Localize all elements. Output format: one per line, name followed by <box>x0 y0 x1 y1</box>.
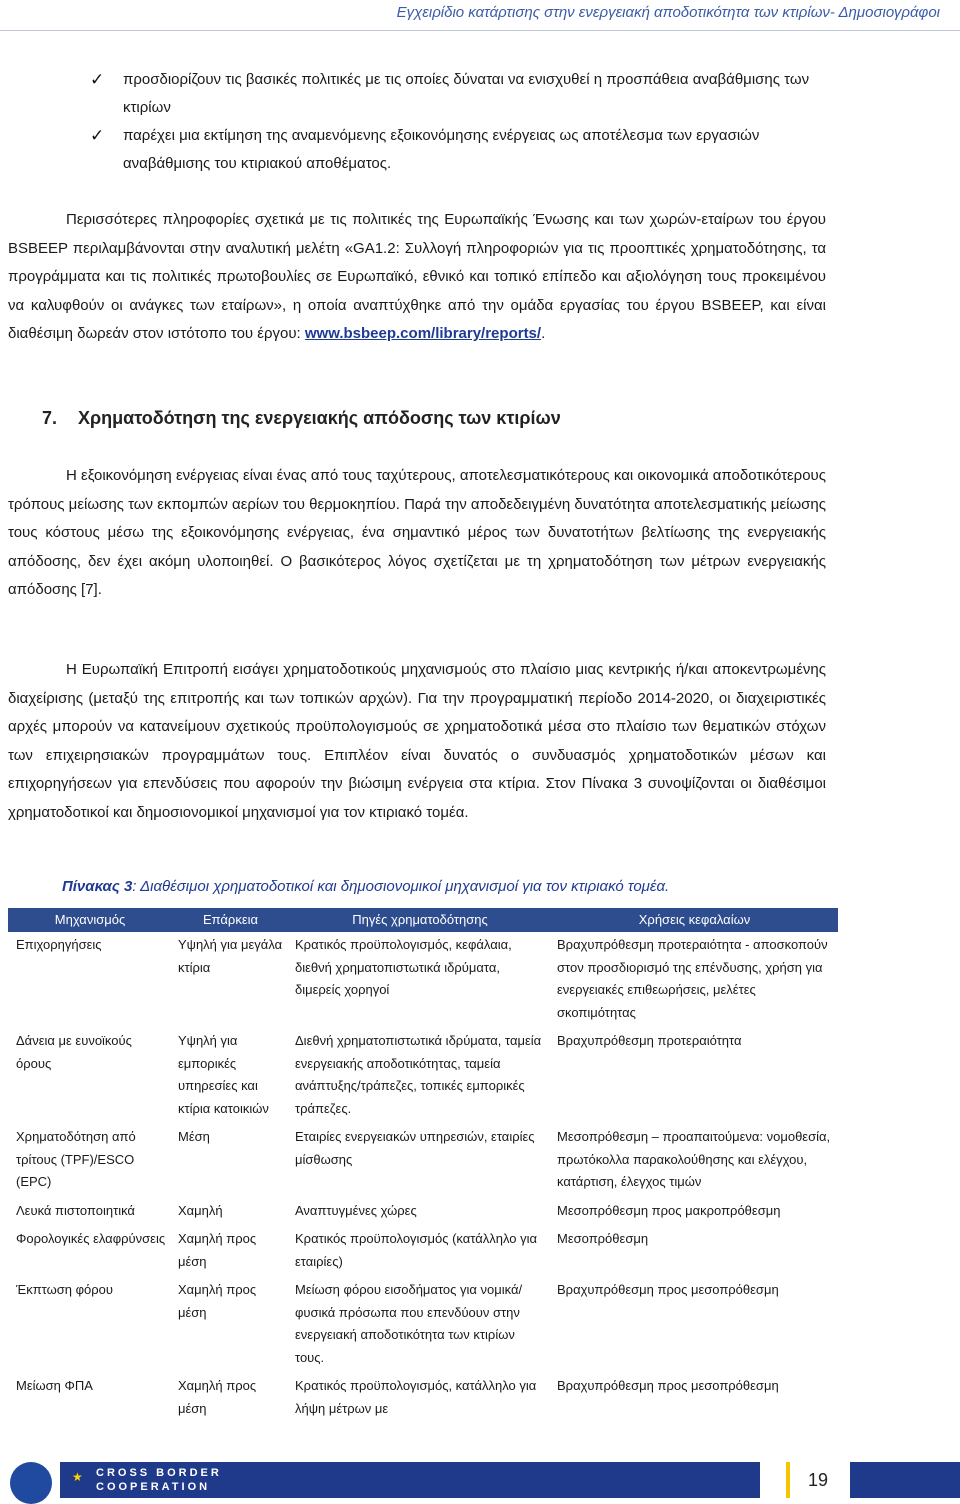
table-row <box>8 1277 838 1373</box>
section-title: Χρηματοδότηση της ενεργειακής απόδοσης των κτιρίων <box>78 408 561 428</box>
logo-line-2: COOPERATION <box>96 1481 211 1493</box>
paragraph-more-info <box>8 206 826 349</box>
cell-adequacy: Μέση <box>178 1129 210 1144</box>
table-row <box>8 1198 838 1227</box>
cell-uses: Βραχυπρόθεσμη προτεραιότητα <box>557 1033 742 1048</box>
cell-uses: Βραχυπρόθεσμη προς μεσοπρόθεσμη <box>557 1378 779 1393</box>
table-caption <box>62 878 669 895</box>
cell-uses: Βραχυπρόθεσμη προς μεσοπρόθεσμη <box>557 1282 779 1297</box>
table-row <box>8 1124 838 1198</box>
section-heading <box>42 408 561 429</box>
cell-sources: Κρατικός προϋπολογισμός (κατάλληλο για εταιρίες) <box>295 1231 537 1269</box>
eu-stars-icon: ★ <box>72 1470 85 1484</box>
cell-mechanism: Έκπτωση φόρου <box>16 1282 114 1297</box>
cell-mechanism: Λευκά πιστοποιητικά <box>16 1202 135 1218</box>
cell-sources: Διεθνή χρηματοπιστωτικά ιδρύματα, ταμεία ενεργειακής αποδοτικότητας, ταμεία ανάπτυξης/τράπεζες, τοπικές εμπορικές τράπεζες. <box>295 1033 542 1116</box>
cell-adequacy: Χαμηλή προς μέση <box>178 1231 257 1269</box>
header-adequacy: Επάρκεια <box>172 908 289 932</box>
cell-uses: Μεσοπρόθεσμη <box>557 1231 649 1246</box>
checkmark-icon: ✓ <box>90 126 105 145</box>
cell-uses: Μεσοπρόθεσμη – προαπαιτούμενα: νομοθεσία, πρωτόκολλα παρακολούθησης και ελέγχου, κατάρτιση, έλεγχος τιμών <box>557 1129 831 1189</box>
cell-mechanism: Επιχορηγήσεις <box>16 937 102 952</box>
paragraph-energy-saving: Η εξοικονόμηση ενέργειας είναι ένας από τους ταχύτερους, αποτελεσματικότερους και οικονομικά αποδοτικότερους τρόπους μείωσης των εκπομπών αερίων του θερμοκηπίου. Παρά την αποδεδειγμένη δυνατότητα αποτελεσματικής μείωσης τους κόστους μέσω της εξοικονόμησης ενέργειας, ένα σημαντικό μέρος των δυνατοτήτων βελτίωσης της ενεργειακής απόδοσης, δεν έχει ακόμη υλοποιηθεί. Ο βασικότερος λόγος σχετίζεται με τη χρηματοδότηση των μέτρων ενεργειακής απόδοσης [7]. <box>8 467 826 598</box>
caption-text: : Διαθέσιμοι χρηματοδοτικοί και δημοσιονομικοί μηχανισμοί για τον κτιριακό τομέα. <box>132 878 670 895</box>
cell-mechanism: Φορολογικές ελαφρύνσεις <box>16 1231 166 1246</box>
reports-link[interactable]: www.bsbeep.com/library/reports/ <box>304 325 542 342</box>
paragraph-eu-commission: Η Ευρωπαϊκή Επιτροπή εισάγει χρηματοδοτικούς μηχανισμούς στο πλαίσιο μιας κεντρικής ή/και αποκεντρωμένης διαχείρισης (μεταξύ της επιτροπής και των τοπικών αρχών). Για την προγραμματική περίοδο 2014-2020, οι διαχειριστικές αρχές μπορούν να κατανείμουν σχετικούς προϋπολογισμούς σε χρηματοδοτικά μέσα στο πλαίσιο των θεματικών στόχων των επιχειρησιακών προγραμμάτων τους. Επιπλέον είναι δυνατός ο συνδυασμός χρηματοδοτικών μέσων και επιχορηγήσεων για επενδύσεις που αφορούν την βιώσιμη ενέργεια στα κτίρια. Στον Πίνακα 3 συνοψίζονται οι διαθέσιμοι χρηματοδοτικοί και δημοσιονομικοί μηχανισμοί για τον κτιριακό τομέα. <box>8 661 826 821</box>
paragraph-text: Περισσότερες πληροφορίες σχετικά με τις πολιτικές της Ευρωπαϊκής Ένωσης και των χωρών-εταίρων του έργου BSBEEP περιλαμβάνονται στην αναλυτική μελέτη «GA1.2: Συλλογή πληροφοριών για τις προοπτικές χρηματοδότησης, τα προγράμματα και τις πολιτικές πρωτοβουλίες σε Ευρωπαϊκό, εθνικό και τοπικό επίπεδο και αξιολόγηση τους προκειμένου να καλυφθούν οι ανάγκες των εταίρων», η οποία αναπτύχθηκε από την ομάδα εργασίας του έργου BSBEEP, και είναι διαθέσιμη δωρεάν στον ιστότοπο του έργου: <box>8 211 826 342</box>
table-row <box>8 1028 838 1124</box>
cell-sources: Κρατικός προϋπολογισμός, κατάλληλο για λήψη μέτρων με <box>295 1378 537 1416</box>
bullet-item <box>90 66 830 122</box>
cell-uses: Μεσοπρόθεσμη προς μακροπρόθεσμη <box>557 1202 781 1218</box>
footer-right-band <box>850 1462 960 1498</box>
header-title: Εγχειρίδιο κατάρτισης στην ενεργειακή αποδοτικότητα των κτιρίων- Δημοσιογράφοι <box>396 4 940 21</box>
cell-mechanism: Μείωση ΦΠΑ <box>16 1378 93 1393</box>
table-row <box>8 932 838 1028</box>
cell-sources: Μείωση φόρου εισοδήματος για νομικά/φυσικά πρόσωπα που επενδύουν στην ενεργειακή αποδοτικότητα των κτιρίων τους. <box>295 1282 523 1365</box>
cell-adequacy: Χαμηλή προς μέση <box>178 1378 257 1416</box>
caption-label: Πίνακας 3 <box>62 878 133 895</box>
cell-adequacy: Χαμηλή <box>178 1202 223 1218</box>
footer-logo-text <box>96 1466 222 1494</box>
table-header-row <box>8 908 838 932</box>
page-number: 19 <box>807 1470 828 1490</box>
header-mechanism: Μηχανισμός <box>8 908 172 932</box>
bullet-text: παρέχει μια εκτίμηση της αναμενόμενης εξοικονόμησης ενέργειας ως αποτέλεσμα των εργασιών αναβάθμισης του κτιριακού αποθέματος. <box>123 127 760 172</box>
logo-line-1: CROSS BORDER <box>96 1467 222 1479</box>
program-logo-icon <box>10 1462 52 1504</box>
cell-mechanism: Χρηματοδότηση από τρίτους (TPF)/ESCO (EPC) <box>16 1129 136 1189</box>
bullet-list <box>90 66 830 178</box>
cell-mechanism: Δάνεια με ευνοϊκούς όρους <box>16 1033 132 1071</box>
section-number: 7. <box>42 408 58 428</box>
cell-adequacy: Υψηλή για εμπορικές υπηρεσίες και κτίρια κατοικιών <box>178 1033 269 1116</box>
checkmark-icon: ✓ <box>90 70 105 89</box>
paragraph-end: . <box>541 325 546 342</box>
funding-table <box>8 908 838 1424</box>
cell-sources: Εταιρίες ενεργειακών υπηρεσιών, εταιρίες μίσθωσης <box>295 1129 535 1167</box>
cell-adequacy: Χαμηλή προς μέση <box>178 1282 257 1320</box>
footer-band <box>60 1462 760 1498</box>
header-uses: Χρήσεις κεφαλαίων <box>551 908 838 932</box>
table-row <box>8 1226 838 1277</box>
bullet-text: προσδιορίζουν τις βασικές πολιτικές με τις οποίες δύναται να ενισχυθεί η προσπάθεια αναβάθμισης των κτιρίων <box>123 71 810 116</box>
cell-sources: Κρατικός προϋπολογισμός, κεφάλαια, διεθνή χρηματοπιστωτικά ιδρύματα, διμερείς χορηγοί <box>295 937 512 997</box>
bullet-item <box>90 122 830 178</box>
table-row <box>8 1373 838 1424</box>
cell-sources: Αναπτυγμένες χώρες <box>295 1202 417 1218</box>
page-header <box>0 0 960 31</box>
header-sources: Πηγές χρηματοδότησης <box>289 908 551 932</box>
page-footer <box>0 1452 960 1500</box>
cell-uses: Βραχυπρόθεσμη προτεραιότητα - αποσκοπούν στον προσδιορισμό της επένδυσης, χρήση για ενεργειακές επιθεωρήσεις, μελέτες σκοπιμότητας <box>557 937 828 1020</box>
cell-adequacy: Υψηλή για μεγάλα κτίρια <box>178 937 283 975</box>
